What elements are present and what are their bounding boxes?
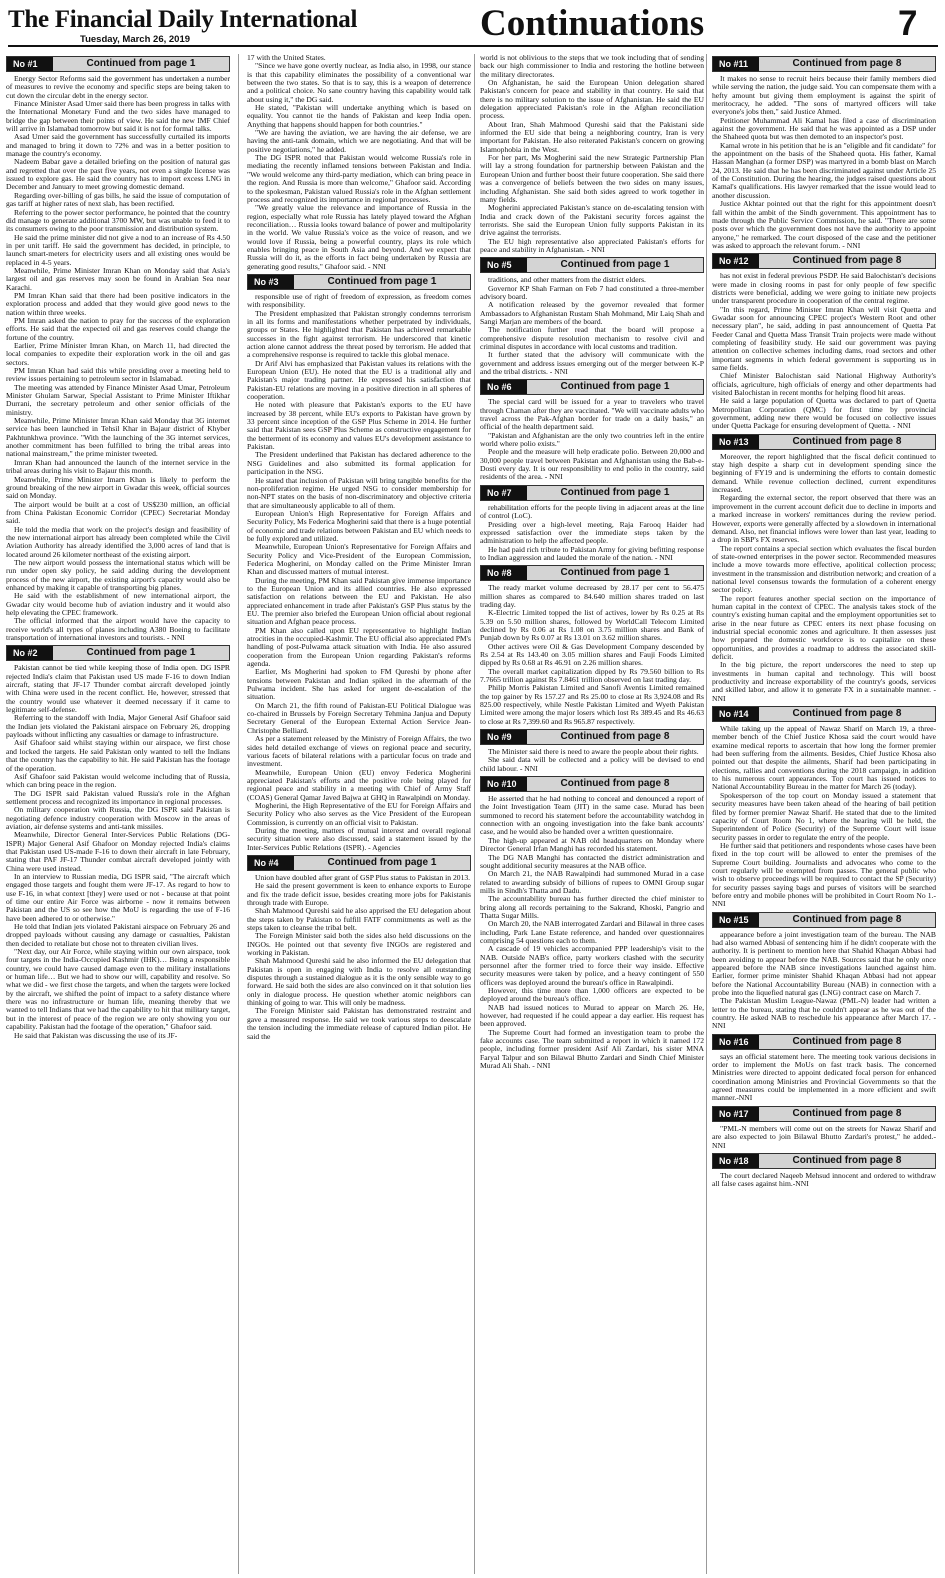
column-2 bbox=[247, 54, 471, 1574]
story-paragraph: The report contains a special section which evaluates the fiscal burden of state-owned enterprises in the power sector. Recommended measures include a move towards more effective, apolitical collection process; investment in the transmission and distribution network; and creation of a national level consensus towards the formulation of a coherent energy sector policy. bbox=[712, 543, 936, 595]
story-paragraph: He had paid rich tribute to Pakistan Army for giving befitting response to Indian aggression and lauded the morale of the nation. - NNI bbox=[480, 544, 704, 562]
story-number: No #9 bbox=[481, 730, 527, 744]
story-header bbox=[712, 56, 936, 72]
story-paragraph: On March 20, the NAB interrogated Zardari and Bilawal in three cases including, Park Lane Estate reference, and handed over questionnaires comprising 54 questions each to them. bbox=[480, 919, 704, 945]
story-number: No #11 bbox=[713, 57, 759, 71]
story-paragraph: He said the present government is keen to enhance exports to Europe and fix the trade deficit issue, besides creating more jobs for Pakistanis through trade with Europe. bbox=[247, 881, 471, 907]
story bbox=[712, 1153, 936, 1189]
story-continuation-label: Continued from page 8 bbox=[759, 1035, 935, 1049]
story-header bbox=[480, 485, 704, 501]
story-paragraph: The President underlined that Pakistan has declared adherence to the NSG Guidelines and also submitted its formal application for participation in the NSG. bbox=[247, 450, 471, 477]
story-paragraph: The special card will be issued for a year to travelers who travel through Chaman after they are vaccinated. "We will vaccinate adults who travel across the Pak-Afghan border for trade on a daily basis," an official of the health department said. bbox=[480, 397, 704, 432]
story-paragraph: Mogherini, the High Representative of the EU for Foreign Affairs and Security Policy who also serves as the Vice President of the European Commission, is currently on an official visit to Pakistan. bbox=[247, 800, 471, 827]
story-paragraph: world is not oblivious to the steps that we took including that of sending back our high commissioner to India and restoring the hotline between the military directorates. bbox=[480, 54, 704, 79]
story-continuation-label: Continued from page 8 bbox=[759, 254, 935, 268]
story-paragraph: Regarding the external sector, the report observed that there was an improvement in the current account deficit due to decline in imports and a marked increase in workers' remittances during the review period. However, exports were generally affected by a slowdown in international demand. Also, net financial inflows were lower than last year, leading to a drop in SBP's FX reserves. bbox=[712, 493, 936, 545]
story-paragraph: Spokesperson of the top court on Monday issued a statement that security measures have been taken ahead of the hearing of bail petition filed by former premier Nawaz Sharif. He stated that due to the limited capacity of Court Room No 1, where the hearing will be held, the Superintendent of Police (Security) of the Supreme Court will issue security passes in order to regulate the entry of the people. bbox=[712, 790, 936, 842]
story-number: No #14 bbox=[713, 707, 759, 721]
story-paragraph: On March 21, the NAB Rawalpindi had summoned Murad in a case related to awarding subsidy of billions of rupees to OMNI Group sugar mills in Sindh's Thatta and Dadu. bbox=[480, 869, 704, 895]
story-paragraph: He said a large population of Quetta was declared to part of Quetta Metropolitan Corporation (QMC) for first time by provincial government, adding new there would be focused on collective issues under Quetta Package for ensuring development of Quetta. - NNI bbox=[712, 396, 936, 431]
story-paragraph: Shah Mahmood Qureshi said he also apprised the EU delegation about the steps taken by Pakistan to fulfill FATF commitments as well as the steps taken to cleanse the tribal belt. bbox=[247, 906, 471, 933]
story-paragraph: Asif Ghafoor said whilst staying within our airspace, we first chose and locked the targets. He said Pakistan only wanted to tell the Indians that the country has the capability to hit. He said Pakistan has the footage of the operation. bbox=[6, 738, 230, 773]
story-number: No #18 bbox=[713, 1154, 759, 1168]
story-continuation-label: Continued from page 1 bbox=[53, 646, 229, 660]
story-paragraph: Earlier, Ms Mogherini had spoken to FM Qureshi by phone after tensions between Pakistan and Indian spiked in the aftermath of the Pulwama incident. She has asked for urgent de-escalation of the situation. bbox=[247, 667, 471, 702]
story-header bbox=[6, 56, 230, 72]
story-header bbox=[480, 729, 704, 745]
story-continuation-label: Continued from page 1 bbox=[527, 258, 703, 272]
story-paragraph: He said the prime minister did not give a nod to an increase of Rs 4.50 in per unit tariff. He said the government has decided, in principle, to launch smart-meters for electricity users and all existing ones would be replaced in 4-5 years. bbox=[6, 232, 230, 267]
story-paragraph: The ready market volume decreased by 28.17 per cent to 56.475 million shares as compared to 84.640 million shares traded on last trading day. bbox=[480, 583, 704, 609]
story-paragraph: Justice Akhtar pointed out that the right for this appointment doesn't fall within the ambit of the Sindh government. This appointment has to made through the Public Service Commission, he said. "There are some posts over which the government does not have the authority to appoint anyone," he remarked. The court disposed of the case and the petitioner was asked to approach the relevant forum. - NNI bbox=[712, 199, 936, 250]
story bbox=[712, 912, 936, 1031]
story-paragraph: The Minister said there is need to aware the people about their rights. bbox=[488, 747, 699, 757]
story-continuation-label: Continued from page 8 bbox=[759, 57, 935, 71]
story-paragraph: "We greatly value the relevance and importance of Russia in the region, especially what role Russia has lately played toward the Afghan reconciliation… Russia looks toward balance of power and multipolarity in the world. We value Russia's voice as the voice of reason, and we would love if Russia, being a powerful country, plays its role which enables bringing peace in South Asia and beyond. And we expect that Russia will do it, as the efforts in fact being undertaken by Russia are generating good results," Ghafoor said. - NNI bbox=[247, 203, 471, 271]
story-paragraph: The report features another special section on the importance of human capital in the context of CPEC. The analysis takes stock of the country's existing human capital and the employment opportunities set to arise in the near future as CPEC enters its next phase focusing on industrial special economic zones and agriculture. It then assesses just how prepared the domestic workforce is to capitalize on these opportunities, and provides a roadmap to address the associated skill-deficit. bbox=[712, 593, 936, 661]
story bbox=[712, 253, 936, 431]
story-paragraph: It makes no sense to recruit heirs because their family members died while serving the nation, the judge said. You can compensate them with a hefty amount but giving them employment is against the spirit of meritocracy, he added. "The sons of martyred officers will take everyone's jobs then," said Justice Ahmed. bbox=[712, 74, 936, 117]
story-continuation-label: Continued from page 1 bbox=[527, 380, 703, 394]
story-paragraph: Presiding over a high-level meeting, Raja Farooq Haider had expressed satisfaction over the immediate steps taken by the administration to help the affected people. bbox=[480, 519, 704, 546]
story-paragraph: The overall market capitalization dipped by Rs 79.560 billion to Rs 7.7665 trillion against Rs 7.8461 trillion observed on last trading day. bbox=[480, 666, 704, 684]
story-paragraph: On military cooperation with Russia, the DG ISPR said Pakistan is negotiating defence industry cooperation with Moscow in the areas of aviation, air defense systems and anti-tank missiles. bbox=[6, 805, 230, 831]
story-paragraph: He asserted that he had nothing to conceal and denounced a report of the Joint Investigation Team (JIT) in the same case. Murad has been summoned to record his statement before the accountability watchdog in connection with an ongoing investigation into the fake bank accounts' case, and he would also be handed over a written questionnaire. bbox=[480, 794, 704, 837]
story-paragraph: Union have doubled after grant of GSP Plus status to Pakistan in 2013. bbox=[255, 872, 471, 882]
story-paragraph: About Iran, Shah Mahmood Qureshi said that the Pakistani side informed the EU side that being a neighboring country, Iran is very important for Pakistan. He also reiterated Pakistan's concern on growing Islamophobia in the West. bbox=[480, 119, 704, 154]
story-paragraph: Meanwhile, European Union (EU) envoy Federica Mogherini appreciated Pakistan's efforts and the positive role being played for regional peace and stability in a meeting with Chief of Army Staff (COAS) General Qamar Javed Bajwa at GHQ in Rawalpindi on Monday. bbox=[247, 767, 471, 802]
story-continuation-label: Continued from page 8 bbox=[759, 1154, 935, 1168]
story-paragraph: Asif Ghafoor said Pakistan would welcome including that of Russia, which can bring peace in the region. bbox=[6, 771, 230, 790]
story-paragraph: Mogherini appreciated Pakistan's stance on de-escalating tension with India and crack down of the Pakistani security forces against the terrorists. She said the European Union fully supports Pakistan in its drive against the terrorists. bbox=[480, 203, 704, 238]
story-paragraph: "Since we have gone overtly nuclear, as India also, in 1998, our stance is that this capability eliminates the possibility of a conventional war between the two states. So that is to say, this is a weapon of deterrence and a political choice. No sane country having this capability would talk about using it," the DG said. bbox=[247, 61, 471, 104]
story-paragraph: During the meeting, matters of mutual interest and overall regional security situation were also discussed, said a statement issued by the Inter-Services Public Relations (ISPR). - Agencies bbox=[247, 825, 471, 852]
story-continuation-label: Continued from page 8 bbox=[527, 777, 703, 791]
story-paragraph: says an official statement here. The meeting took various decisions in order to implement the MoUs on fast track basis. The concerned Ministries were directed to appoint dedicated focal person for enhanced coordination among Ministries and Provincial Governments so that the agreed measures could be implemented in a more efficient and swift manner.-NNI bbox=[712, 1051, 936, 1103]
story-continuation-label: Continued from page 1 bbox=[53, 57, 229, 71]
story-paragraph: Imran Khan had announced the launch of the internet service in the tribal areas during his visit to Bajaur this month. bbox=[6, 457, 230, 476]
masthead-rule bbox=[8, 45, 938, 47]
story-number: No #6 bbox=[481, 380, 527, 394]
story-header bbox=[712, 1153, 936, 1169]
story-paragraph: NAB had issued notices to Murad to appear on March 26. He, however, had requested if he could appear a day earlier. His request has been approved. bbox=[480, 1002, 704, 1029]
story bbox=[247, 54, 471, 271]
story-continuation-label: Continued from page 1 bbox=[527, 566, 703, 580]
story-paragraph: The airport would be built at a cost of US$230 million, an official from China Pakistan Economic Corridor (CPEC) Secretariat Monday said. bbox=[6, 499, 230, 526]
story-paragraph: The Foreign Minister said both the sides also held discussions on the INGOs. He pointed out that seventy five INGOs are registered and working in Pakistan. bbox=[247, 931, 471, 958]
story-paragraph: A notification released by the governor revealed that former Ambassadors to Afghanistan Rustam Shah Mohmand, Mir Laiq Shah and Sangi Marjan are members of the board. bbox=[480, 300, 704, 326]
story-paragraph: PM Imran Khan said that there had been positive indicators in the exploration process and added that they would give good news to the nation within three weeks. bbox=[6, 290, 230, 317]
story-paragraph: The court declared Naqeeb Mehsud innocent and ordered to withdraw all false cases against him.-NNI bbox=[712, 1170, 936, 1189]
story-paragraph: Meanwhile, European Union's Representative for Foreign Affairs and Security Policy and Vice-President of the European Commission, Federica Mogherini, on Monday called on the Prime Minister Imran Khan and discussed matters of mutual interest. bbox=[247, 542, 471, 577]
section-title: Continuations bbox=[480, 3, 705, 44]
story-header bbox=[6, 645, 230, 661]
story-paragraph: She said data will be collected and a policy will be devised to end child labour. - NNI bbox=[480, 755, 704, 773]
story-paragraph: "In this regard, Prime Minister Imran Khan will visit Quetta and Gwadar soon for announcing CPEC project's Western Root and other necessary plan", he said, adding in past announcement of Quetta Pat Feeder Canal and Quetta Mass Transit Train projects were made without completing of feasibility study. He said our government was paying attention on collective schemes including dams, road sectors and other important segments in which federal government is supporting us in same fields. bbox=[712, 304, 936, 372]
story-paragraph: Energy Sector Reforms said the government has undertaken a number of measures to revive the economy and specific steps are being taken to cut down the circular debt in the energy sector. bbox=[6, 74, 230, 100]
story-paragraph: As per a statement released by the Ministry of Foreign Affairs, the two sides held detailed exchange of views on regional peace and security, various facets of bilateral relations with a particular focus on trade and investment. bbox=[247, 734, 471, 769]
story-header bbox=[712, 706, 936, 722]
story-paragraph: He said that Pakistan was discussing the use of its JF- bbox=[14, 1030, 178, 1040]
story-continuation-label: Continued from page 8 bbox=[759, 435, 935, 449]
story-paragraph: The new airport would possess the international status which will be run under open sky policy, he said adding during the development process of the new airport, the existing airport's capacity would also be enhanced by making it capable of transporting big planes. bbox=[6, 557, 230, 592]
story-header bbox=[712, 1034, 936, 1050]
story-paragraph: PM Khan also called upon EU representative to highlight Indian atrocities in the occupied-Kashmir. The EU official also appreciated PM's handling of post-Pulwama attack situation with India. He also assured cooperation from the European Union regarding Pakistan's reforms agenda. bbox=[247, 625, 471, 669]
story bbox=[480, 54, 704, 254]
story-continuation-label: Continued from page 8 bbox=[527, 730, 703, 744]
story-continuation-label: Continued from page 1 bbox=[294, 275, 470, 289]
column-4 bbox=[712, 54, 936, 1574]
story-paragraph: Referring to the power sector performance, he pointed that the country did manage to generate additional 3700 MW, but was unable to feed it to its consumers owing to the poor transmission and distribution system. bbox=[6, 207, 230, 234]
story-paragraph: For her part, Ms Mogherini said the new Strategic Partnership Plan will lay a strong foundation for partnership between Pakistan and the European Union and further boost their future cooperation. She said there was a convergence of beliefs between the two sides on many issues, including Afghanistan. She said both sides agreed to work together in many fields. bbox=[480, 153, 704, 204]
story-paragraph: A cascade of 19 vehicles accompanied PPP leadership's visit to the NAB. Outside NAB's office, party workers clashed with the security personnel after the former tried to force their way inside. Effective security measures were taken by police, and a heavy contingent of 550 officers was deployed around the bureau's office in Rawalpindi. bbox=[480, 944, 704, 987]
story-paragraph: On Afghanistan, he said the European Union delegation shared Pakistan's concern for peace and stability in that country. He said that there is no military solution to the issue of Afghanistan. He said the EU delegation appreciated Pakistan's role in the Afghan reconciliation process. bbox=[480, 78, 704, 121]
story-paragraph: It further stated that the advisory will communicate with the government and address issues emerging out of the merger between K-P and the tribal districts. - NNI bbox=[480, 350, 704, 377]
story-paragraph: Meanwhile, Prime Minister Imarn Khan is likely to perform the ground breaking of the new airport in Gwadar this week, official sources said on Monday. bbox=[6, 474, 230, 501]
story-paragraph: 17 with the United States. bbox=[247, 54, 326, 62]
story-paragraph: The official informed that the airport would have the capacity to receive world's all types of planes including A380 Boeing to facilitate transportation of international investors and tourists. - NNI bbox=[6, 616, 230, 643]
story-header bbox=[712, 912, 936, 928]
story-paragraph: responsible use of right of freedom of expression, as freedom comes with responsibility. bbox=[247, 291, 471, 310]
story bbox=[480, 379, 704, 481]
story-paragraph: The DG ISPR noted that Pakistan would welcome Russia's role in mediating the recently inflamed tensions between Pakistan and India. "We would welcome any third-party mediation, which can bring peace in the region. And Russia is more than welcome," Ghafoor said. According to the spokesman, Pakistan valued Russia's role in the Afghan settlement process and recognized its importance in regional processes. bbox=[247, 153, 471, 204]
story bbox=[712, 434, 936, 703]
story-header bbox=[712, 434, 936, 450]
story-paragraph: has not exist in federal previous PSDP. He said Balochistan's decisions were made in closing rooms in past for only people of few specific districts were beneficial, adding we were going to initiate new projects under transparent procedure in cooperation of the central regime. bbox=[712, 271, 936, 306]
story-continuation-label: Continued from page 8 bbox=[759, 1107, 935, 1121]
story-paragraph: He noted with pleasure that Pakistan's exports to the EU have increased by 38 percent, while EU's exports to Pakistan have grown by 33 percent since inception of the GSP Plus Scheme in 2014. He further said that Pakistan sees GSP Plus Scheme as constructive engagement for the betterment of its economy and values EU's development assistance to Pakistan. bbox=[247, 400, 471, 452]
story-paragraph: Asad Umer said the government has successfully curtailed its imports and managed to bring it down to 72% and was in a better position to manage the country's economy. bbox=[6, 132, 230, 159]
story-header bbox=[480, 257, 704, 273]
story-paragraph: He told that Indian jets violated Pakistani airspace on February 26 and dropped payloads without causing any damage or casualties, Pakistan then decided to retaliate but chose not to threaten civilian lives. bbox=[6, 922, 230, 948]
story bbox=[712, 706, 936, 909]
story-number: No #5 bbox=[481, 258, 527, 272]
story-paragraph: PM Imran asked the nation to pray for the success of the exploration efforts. He said that the expected oil and gas reserves could change the fortune of the country. bbox=[6, 315, 230, 342]
story-number: No #16 bbox=[713, 1035, 759, 1049]
story-paragraph: K-Electric Limited topped the list of actives, lower by Rs 0.25 at Rs 5.39 on 5.50 million shares, followed by WorldCall Telecom Limited declined by Rs 0.06 at Rs 1.08 on 3.75 million shares and Bank of Punjab down by Rs 0.07 at Rs 13.01 on 3.62 million shares. bbox=[480, 608, 704, 643]
story bbox=[6, 645, 230, 1039]
story-paragraph: Other actives were Oil & Gas Development Company descended by Rs 2.54 at Rs 143.40 on 3.05 million shares and Fauji Foods Limited dipped by Rs 0.68 at Rs 46.91 on 2.26 million shares. bbox=[480, 641, 704, 668]
story-paragraph: traditions, and other matters from the district elders. bbox=[488, 275, 646, 285]
page-number: 7 bbox=[898, 4, 918, 43]
story bbox=[247, 274, 471, 852]
column-divider bbox=[706, 54, 707, 1574]
story-paragraph: He further said that petitioners and respondents whose cases have been fixed in the top court will be allowed to enter the premises of the Supreme Court building. Journalists and advocates who come to the court regularly will be exempted from passes. The general public who wish to observe proceedings will be required to contact the SP (Security) for security passes saying bags and purses of visitors will be searched before entry and mobile phones will be prohibited in Court Room No 1.-NNI bbox=[712, 840, 936, 909]
story-paragraph: "We are having the aviation, we are having the air defense, we are having the anti-tank domain, which we are negotiating. And that will be positive negotiations," he added. bbox=[247, 128, 471, 154]
story-paragraph: The meeting was attended by Finance Minister Asad Umar, Petroleum Minister Ghulam Sarwar, Special Assistant to Prime Minister Iftikhar Durrani, the secretary petroleum and other senior officials of the ministry. bbox=[6, 382, 230, 417]
story-number: No #15 bbox=[713, 913, 759, 927]
story-paragraph: Nadeem Babar gave a detailed briefing on the position of natural gas and regretted that over the past five years, not even a single license was issued to explore gas. He said the country has to import excess LNG in December and January to meet growing domestic demand. bbox=[6, 157, 230, 192]
story-continuation-label: Continued from page 1 bbox=[294, 856, 470, 870]
story-paragraph: Philip Morris Pakistan Limited and Sanofi Aventis Limited remained the top gainer by Rs 157.27 and Rs 25.00 to close at Rs 3,924.08 and Rs 825.00 respectively, while Nestle Pakistan Limited and Wyeth Pakistan Limited were among the major losers which lost Rs 389.45 and Rs 46.63 to close at Rs 7,399.60 and Rs 965.87 respectively. bbox=[480, 683, 704, 726]
story-paragraph: Regarding over-billing of gas bills, he said the issue of computation of gas tariff at higher rates of next slab, has been rectified. bbox=[6, 190, 230, 209]
story-paragraph: Pakistan cannot be tied while keeping those of India open. DG ISPR rejected India's claim that Pakistan used US made F-16 to down Indian aircraft, stating that JF-17 Thunder combat aircraft developed jointly with China were used in the recent conflict. He, however, stressed that the country would use whatever it deemed necessary if it came to legitimate self-defense. bbox=[6, 663, 230, 715]
story-paragraph: The accountability bureau has further directed the chief minister to bring along all records pertaining to the Sakrand, Khoski, Pangrio and Thatta Sugar Mills. bbox=[480, 894, 704, 920]
story-paragraph: While taking up the appeal of Nawaz Sharif on March 19, a three-member bench of the Chief Justice Khosa said the court would have examine medical reports to ascertain that how long the former premier had been suffering from the ailments. Besides, Chief Justice Khosa also pointed out that despite the ailments, Sharif had been participating in elections, rallies and conventions during the 2018 campaign, in addition to his numerous court appearances. Top court has issued notices to National Accountability Bureau in the matter for March 26 (today). bbox=[712, 724, 936, 792]
story-paragraph: Earlier, Prime Minister Imran Khan, on March 11, had directed the local companies to expedite their exploration work in the oil and gas sectors. bbox=[6, 341, 230, 367]
story-header bbox=[712, 1106, 936, 1122]
column-divider bbox=[474, 54, 475, 1574]
story bbox=[247, 855, 471, 1041]
story-paragraph: Dr Arif Alvi has emphasized that Pakistan values its relations with the European Union (EU). He noted that the EU is a traditional ally and Pakistan's major trading partner. He expressed his satisfaction that Pakistan-EU relations are moving in a positive direction in all spheres of cooperation. bbox=[247, 358, 471, 402]
story-paragraph: The DG NAB Manghi has contacted the district administration and sought additional security measures at the NAB office. bbox=[480, 852, 704, 870]
story-header bbox=[480, 776, 704, 792]
story-paragraph: The EU high representative also appreciated Pakistan's efforts for peace and stability in Afghanistan. - NNI bbox=[480, 236, 704, 254]
newspaper-name: The Financial Daily International bbox=[8, 6, 358, 33]
story-paragraph: The DG ISPR said Pakistan valued Russia's role in the Afghan settlement process and recognized its importance in regional processes. bbox=[6, 788, 230, 806]
story bbox=[480, 776, 704, 1070]
story bbox=[712, 1034, 936, 1103]
story-number: No #2 bbox=[7, 646, 53, 660]
story bbox=[712, 1106, 936, 1150]
story-paragraph: Petitioner Muhammad Ali Kamal has filed a case of discrimination against the government. He said that he was appointed as a DSP under the Shaheed quota but was then demoted to an inspector's post. bbox=[712, 115, 936, 142]
story-paragraph: Meanwhile, Prime Minister Imran Khan on Monday said that Asia's largest oil and gas reserves may soon be found in Arabian Sea near Karachi. bbox=[6, 265, 230, 292]
story-paragraph: European Union's High Representative for Foreign Affairs and Security Policy, Ms Federica Mogherini said that there is a huge potential of economic and trade relations between Pakistan and EU which needs to be fully explored and utilized. bbox=[247, 508, 471, 543]
story-number: No #3 bbox=[248, 275, 294, 289]
story-paragraph: The notification further read that the board will propose a comprehensive dispute resolution mechanism to resolve civil and criminal disputes in accordance with local customs and tradition. bbox=[480, 325, 704, 351]
masthead bbox=[0, 0, 945, 44]
story-header bbox=[247, 855, 471, 871]
story-number: No #17 bbox=[713, 1107, 759, 1121]
story-paragraph: rehabilitation efforts for the people living in adjacent areas at the line of control (LoC). bbox=[480, 502, 704, 521]
story-number: No #12 bbox=[713, 254, 759, 268]
story-number: No #1 bbox=[7, 57, 53, 71]
column-3 bbox=[480, 54, 704, 1574]
story-paragraph: On March 21, the fifth round of Pakistan-EU Political Dialogue was co-chaired in Brussels by Foreign Secretary Tehmina Janjua and Deputy Secretary General of the European External Action Service Jean-Christophe Belliard. bbox=[247, 700, 471, 735]
story-paragraph: "PML-N members will come out on the streets for Nawaz Sharif and are also expected to join Bilawal Bhutto Zardari's protest," he added.-NNI bbox=[712, 1123, 936, 1150]
story-paragraph: The high-up appeared at NAB old headquarters on Monday where Director General Irfan Manghi has recorded his statement. bbox=[480, 835, 704, 854]
story-paragraph: He stated, "Pakistan will undertake anything which is based on equality. You cannot tie the hands of Pakistan and keep India open. Anything that happens should happen for both countries." bbox=[247, 103, 471, 129]
story-paragraph: "Next day, our Air Force, while staying within our own airspace, took four targets in the India-Occupied Kashmir (IHK)… Being a responsible country, we could have caused damage even to the military installations or human life… But we had to show our will, capability and resolve. So what we did - we first chose the targets, and when the targets were locked by the aircraft, we shifted the point of impact to a safety distance where there was no infrastructure or human life, meaning thereby that we wanted to tell Indians that we had the capability to hit that military target, but in the interest of peace of the region we are only showing you our capability. Pakistan had the footage of the operation," Ghafoor said. bbox=[6, 947, 230, 1032]
story-continuation-label: Continued from page 8 bbox=[759, 707, 935, 721]
issue-date: Tuesday, March 26, 2019 bbox=[80, 34, 191, 45]
story-paragraph: appearance before a joint investigation team of the bureau. The NAB had also warned Abbasi of sentencing him if he didn't cooperate with the authority. It is pertinent to mention here that Shahid Khaqan Abbasi had been avoiding to appear before the NAB. Sources said that he only once appeared before the NAB since investigations launched against him. Earlier, former prime minister Shahid Khaqan Abbasi had not appear before the National Accountability Bureau (NAB) in connection with a probe into the liquefied natural gas (LNG) contract case on March 7. bbox=[712, 929, 936, 998]
story-paragraph: In the big picture, the report underscores the need to step up investments in human capital and technology. This will boost productivity and increase exportability of the country's goods, services and skilled labor, and allow it to generate FX in a sustainable manner. - NNI bbox=[712, 660, 936, 703]
story-paragraph: The Pakistan Muslim League-Nawaz (PML-N) leader had written a letter to the bureau, stating that he couldn't appear as he was out of the country. He asked NAB to reschedule his appearance after March 17. - NNI bbox=[712, 996, 936, 1031]
story-paragraph: He told the media that work on the project's design and feasibility of the new international airport has already been completed while the Civil Aviation Authority has already identified the 3,000 acres of land that is located around 26 kilometer northeast of the existing airport. bbox=[6, 524, 230, 559]
story-paragraph: However, this time more than 1,000 officers are expected to be deployed around the bureau's office. bbox=[480, 986, 704, 1004]
story-header bbox=[480, 379, 704, 395]
story bbox=[6, 56, 230, 642]
story-paragraph: Finance Minister Asad Umer said there has been progress in talks with the International Monetary Fund and the two sides have managed to bridge the gap between their points of view. He said the new IMF Chief will arrive in Islamabad tomorrow but said it is not for formal talks. bbox=[6, 99, 230, 134]
column-1 bbox=[6, 54, 230, 1574]
story bbox=[480, 257, 704, 376]
story-paragraph: The President emphasized that Pakistan strongly condemns terrorism in all its forms and manifestations whether perpetrated by individuals, groups or States. He highlighted that Pakistan has achieved remarkable successes in the fight against terrorism. He underscored that kinetic action alone cannot address the threat posed by terrorism. He added that a comprehensive response is required to tackle this global menace. bbox=[247, 308, 471, 360]
story bbox=[480, 485, 704, 562]
story-paragraph: Meanwhile, Prime Minister Imran Khan said Monday that 3G internet service has been launched in Tehsil Khar in Bajaur district of Khyber Pakhtunkhwa province. "With the launching of the 3G internet services, another commitment has been fulfilled to bring the tribal areas into national mainstream," the prime minister tweeted. bbox=[6, 416, 230, 459]
story-number: No #10 bbox=[481, 777, 527, 791]
story-paragraph: People and the measure will help eradicate polio. Between 20,000 and 30,000 people travel between Pakistan and Afghanistan using the Bab-e-Dosti every day. It is our responsibility to end polio in the country, said residents of the area. - NNI bbox=[480, 447, 704, 482]
story-number: No #4 bbox=[248, 856, 294, 870]
story bbox=[480, 565, 704, 726]
story-paragraph: Shah Mahmood Qureshi said he also informed the EU delegation that Pakistan is open in engaging with India to resolve all outstanding disputes through a sustained dialogue as it is the only sensible way to go forward. He said both the sides are also convinced on it that solution lies only in dialogue process. He question whether atomic neighbors can thinking of going to war. This will only be madness. bbox=[247, 956, 471, 1008]
story-header bbox=[712, 253, 936, 269]
story-paragraph: Governor KP Shah Farman on Feb 7 had constituted a three-member advisory board. bbox=[480, 283, 704, 301]
story-paragraph: In an interview to Russian media, DG ISPR said, "The aircraft which engaged those targets and fought them were JF-17. As regard to how to use F-16, in what context [they] were used or not - because at that point of time our entire Air Force was airborne - now it remains between Pakistan and the US so see how the MoU is regarding the use of F-16 have been adhered to or otherwise." bbox=[6, 871, 230, 923]
story-header bbox=[247, 274, 471, 290]
story-paragraph: He stated that inclusion of Pakistan will bring tangible benefits for the non-proliferation regime. He urged NSG to consider membership for non-NPT states on the basis of non-discriminatory and objective criteria that are simultaneously applicable to all of them. bbox=[247, 475, 471, 510]
story bbox=[480, 729, 704, 773]
story-paragraph: The Supreme Court had formed an investigation team to probe the fake accounts case. The team submitted a report in which it named 172 people, including former president Asif Ali Zardari, his sister MNA Faryal Talpur and son Bilawal Bhutto Zardari and Sindh Chief Minister Murad Ali Shah. - NNI bbox=[480, 1027, 704, 1071]
story-paragraph: He said with the establishment of new international airport, the Gwadar city would become hub of aviation industry and it would also help elevating the CPEC framework. bbox=[6, 591, 230, 617]
story-paragraph: Chief Minister Balochistan said National Highway Authority's officials, agriculture, high officials of energy and other departments had visited Balochistan in recent months for helping flood hit areas. bbox=[712, 371, 936, 398]
story-paragraph: Kamal wrote in his petition that he is an "eligible and fit candidate" for the appointment on the basis of the Shaheed quota. His father, Kamal Hassan Manghan (a former DSP) was martyred in a bomb blast on March 24, 2013. He said that he has been discriminated against under Article 25 of the Constitution. During the hearing, the judges raised questions about Kamal's qualifications. His lawyer remarked that the issue would lead to another discussion. bbox=[712, 140, 936, 200]
story-number: No #7 bbox=[481, 486, 527, 500]
story-paragraph: During the meeting, PM Khan said Pakistan give immense importance to the European Union and its allied countries. He also expressed satisfaction on relations between the EU and Pakistan. He also appreciated enhancement in trade after Pakistan's GSP Plus status by the EU. The premier also briefed the European Union official about regional situation and Afghan peace process. bbox=[247, 575, 471, 627]
column-divider bbox=[238, 54, 239, 1574]
story-header bbox=[480, 565, 704, 581]
story-paragraph: Meanwhile, Director General Inter-Services Public Relations (DG-ISPR) Major General Asif Ghafoor on Monday rejected India's claims that Pakistan used US-made F-16 to down their aircraft in late February, stating that PAF JF-17 Thunder combat aircraft developed jointly with China were used instead. bbox=[6, 830, 230, 873]
story-number: No #13 bbox=[713, 435, 759, 449]
story-number: No #8 bbox=[481, 566, 527, 580]
story-continuation-label: Continued from page 8 bbox=[759, 913, 935, 927]
story bbox=[712, 56, 936, 250]
story-paragraph: Referring to the standoff with India, Major General Asif Ghafoor said the Indian jets violated the Pakistani airspace on February 26, dropping payloads without inflicting any casualties or damage to infrastructure. bbox=[6, 713, 230, 740]
story-paragraph: The Foreign Minister said Pakistan has demonstrated restraint and gave a measured response. He said we took various steps to deescalate the tension including the immediate release of captured Indian pilot. He said the bbox=[247, 1006, 471, 1041]
story-paragraph: Moreover, the report highlighted that the fiscal deficit continued to stay high despite a sharp cut in development spending since the beginning of FY19 and is undermining the efforts to contain domestic demand. While revenue collection declined, current expenditures increased. bbox=[712, 451, 936, 495]
story-paragraph: "Pakistan and Afghanistan are the only two countries left in the entire world where polio exists." bbox=[480, 430, 704, 449]
story-paragraph: PM Imran Khan had said this while presiding over a meeting held to review issues pertaining to petroleum sector in Islamabad. bbox=[6, 366, 230, 384]
story-continuation-label: Continued from page 1 bbox=[527, 486, 703, 500]
